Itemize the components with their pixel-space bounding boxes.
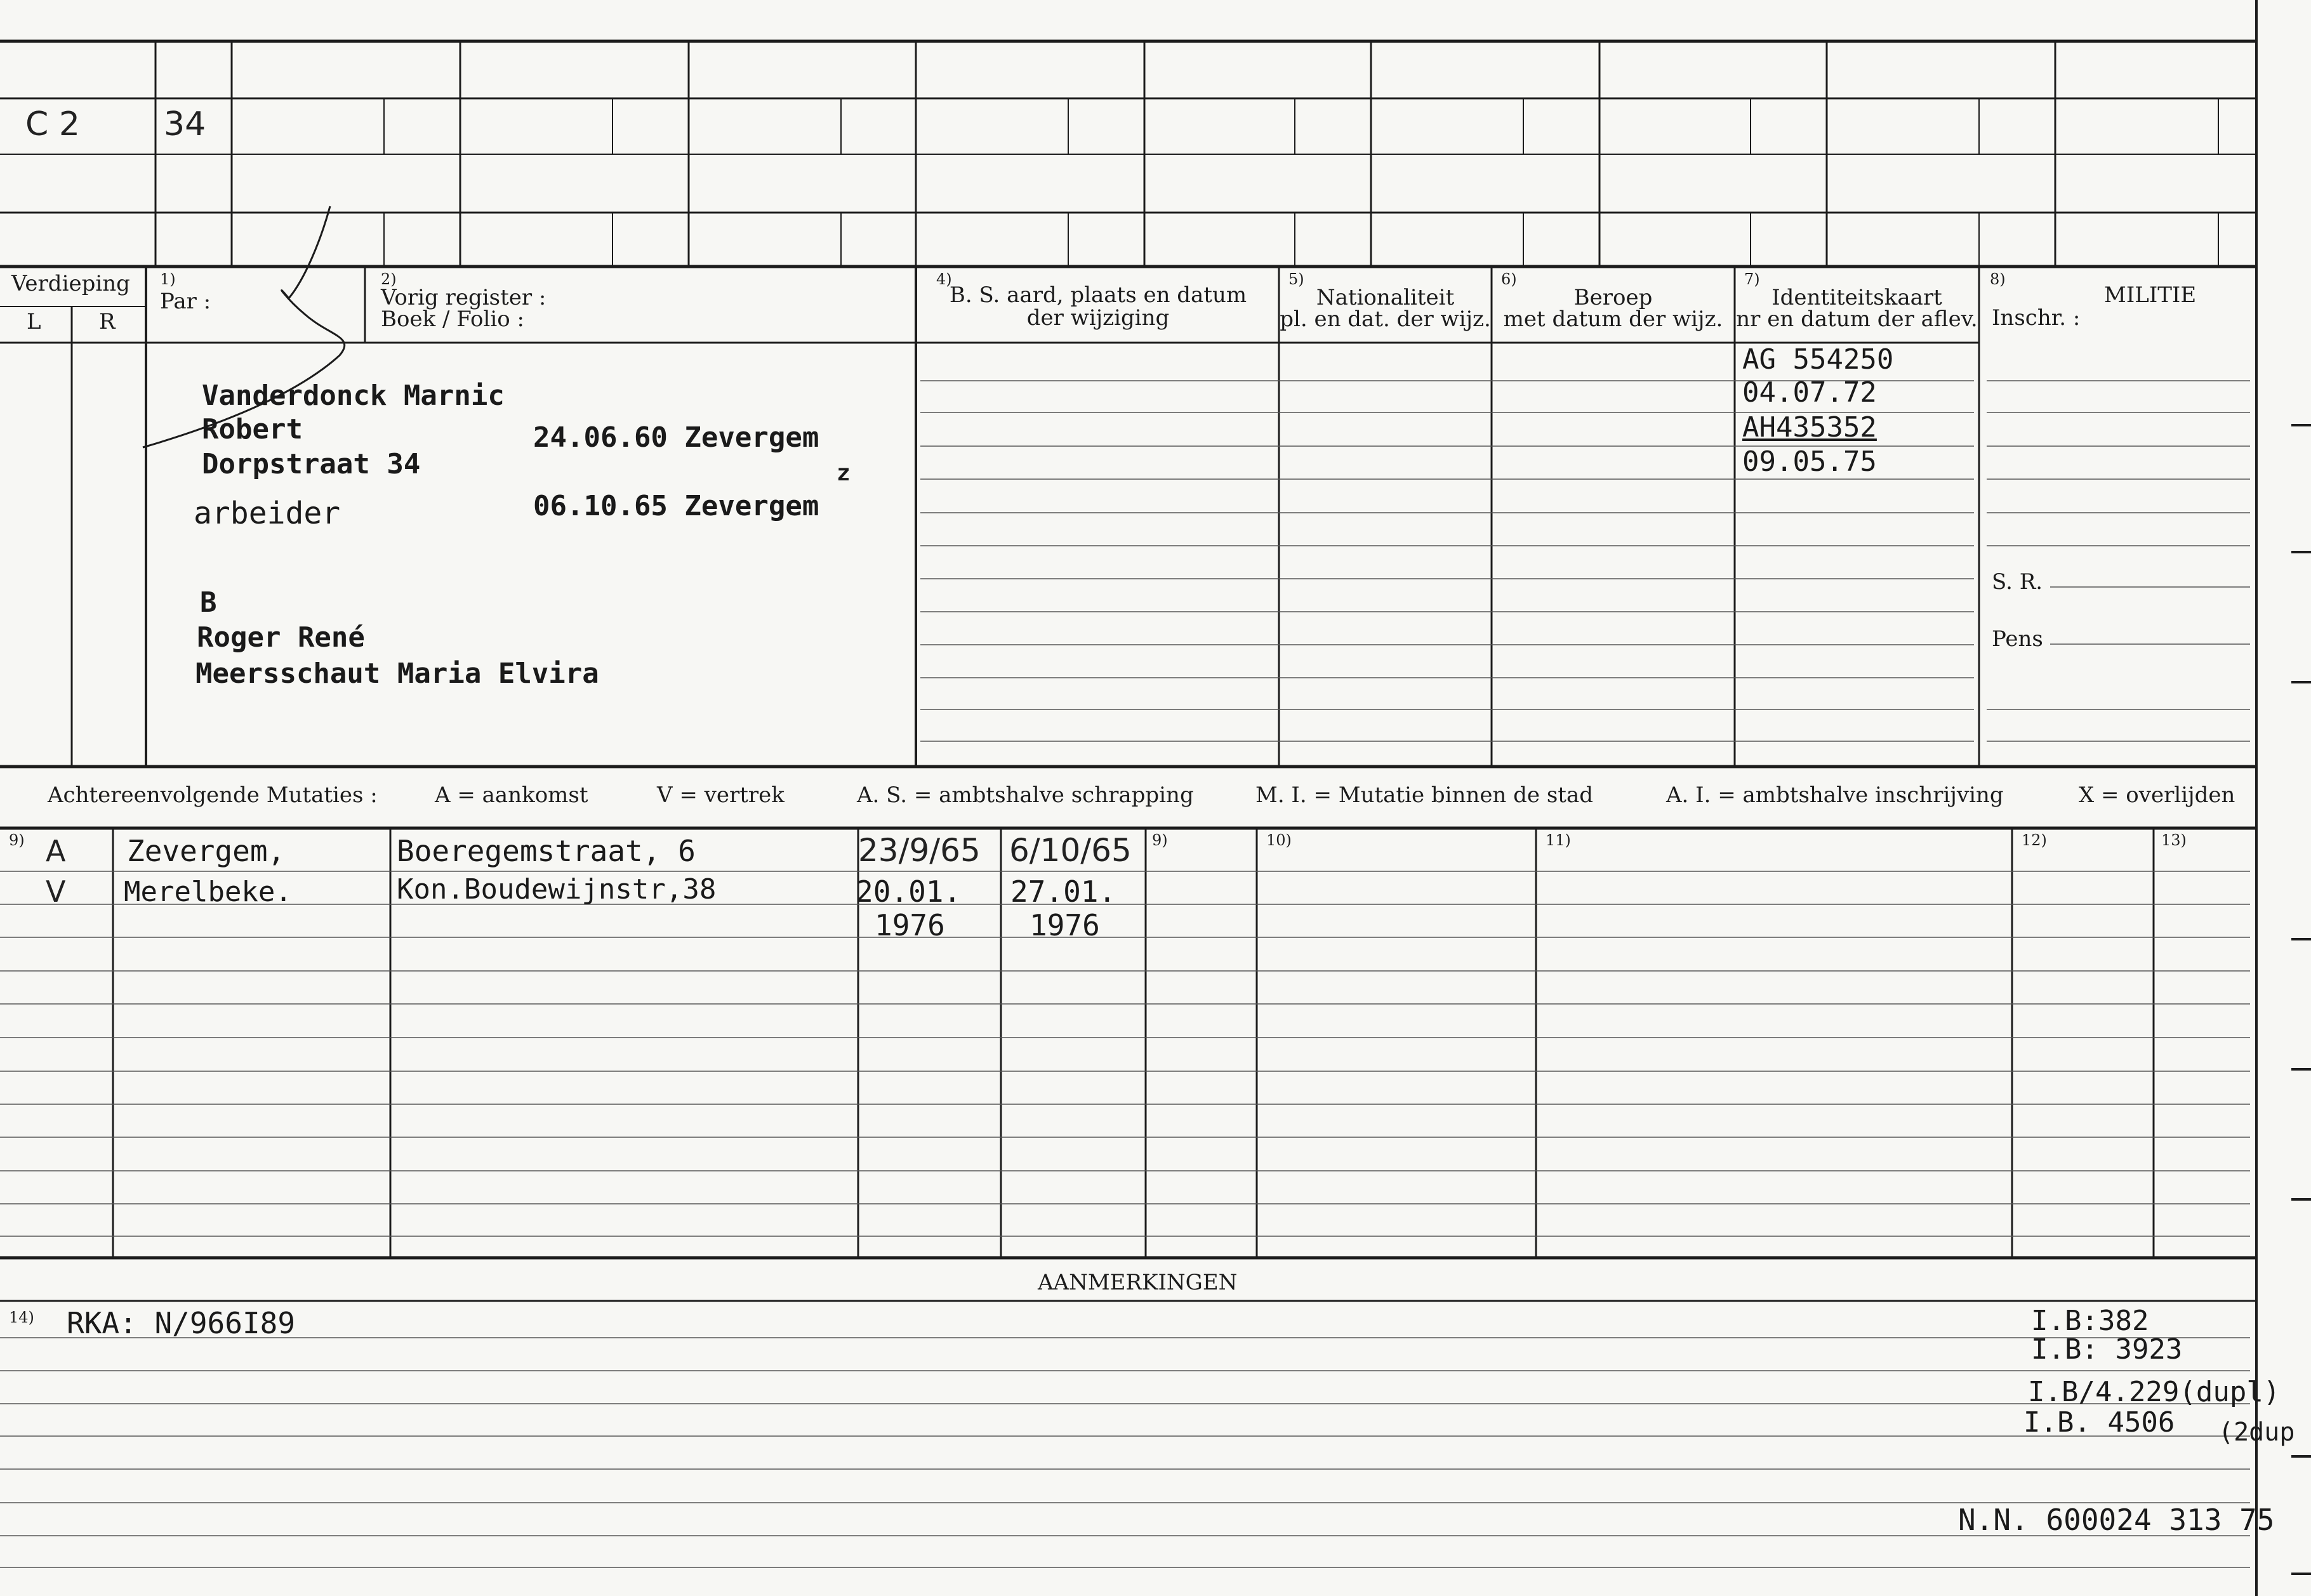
field-number-5: 5) — [1288, 270, 1304, 288]
field-number-2: 2) — [381, 270, 397, 288]
mutation-col-9b: 9) — [1152, 831, 1168, 849]
vorig-register-label: Vorig register : — [381, 285, 546, 310]
legend-aankomst: A = aankomst — [435, 782, 588, 808]
person-first-name: Robert — [202, 413, 303, 445]
bs-label-line1: B. S. aard, plaats en datum — [949, 282, 1247, 308]
left-label: L — [27, 309, 41, 334]
bs-label-line2: der wijziging — [1026, 305, 1170, 331]
mutation-date1: 20.01. — [856, 874, 962, 909]
ib-4: I.B. 4506 — [2023, 1406, 2175, 1439]
legend-overlijden: X = overlijden — [2079, 782, 2235, 808]
right-label: R — [99, 309, 116, 334]
person-address: Dorpstraat 34 — [202, 448, 421, 480]
legend-title: Achtereenvolgende Mutaties : — [48, 782, 378, 808]
person-name: Vanderdonck Marnic — [202, 379, 505, 412]
identiteitskaart-sub-label: nr en datum der aflev. — [1736, 307, 1978, 332]
field-number-6: 6) — [1501, 270, 1517, 288]
mutation-place: Zevergem, — [127, 834, 286, 868]
top-grid-number: 34 — [164, 105, 206, 143]
top-grid-code: C 2 — [25, 105, 80, 143]
id-card-1: AG 554250 — [1742, 343, 1894, 376]
legend-mutatie: M. I. = Mutatie binnen de stad — [1255, 782, 1593, 808]
mutation-date2: 27.01. — [1010, 874, 1116, 909]
id-card-2: AH435352 — [1742, 411, 1877, 444]
id-card-2-date: 09.05.75 — [1742, 445, 1877, 478]
legend-inschrijving: A. I. = ambtshalve inschrijving — [1666, 782, 2004, 808]
identiteitskaart-label: Identiteitskaart — [1771, 285, 1942, 310]
ib-4-suffix: (2dup — [2218, 1418, 2295, 1447]
mutation-type: A — [46, 834, 66, 868]
mutation-year1: 1976 — [875, 908, 945, 942]
mutation-col-10: 10) — [1266, 831, 1292, 849]
mutation-col-13: 13) — [2161, 831, 2187, 849]
z-mark: z — [837, 460, 851, 486]
person-occupation: arbeider — [194, 496, 341, 531]
person-birth: 24.06.60 Zevergem — [533, 421, 819, 454]
nationaliteit-sub-label: pl. en dat. der wijz. — [1280, 307, 1491, 332]
person-occupation-date: 06.10.65 Zevergem — [533, 490, 819, 522]
b-mark: B — [200, 586, 217, 619]
field-number-1: 1) — [160, 270, 176, 288]
remarks-title: AANMERKINGEN — [1038, 1270, 1238, 1295]
mother-name: Meersschaut Maria Elvira — [195, 657, 599, 690]
nationaliteit-label: Nationaliteit — [1316, 285, 1455, 310]
inschr-label: Inschr. : — [1992, 305, 2081, 331]
ib-2: I.B: 3923 — [2031, 1333, 2183, 1366]
par-label: Par : — [160, 289, 211, 314]
beroep-sub-label: met datum der wijz. — [1503, 307, 1723, 332]
legend-schrapping: A. S. = ambtshalve schrapping — [857, 782, 1194, 808]
mutation-date1: 23/9/65 — [858, 832, 981, 869]
id-card-1-date: 04.07.72 — [1742, 376, 1877, 409]
mutation-place: Merelbeke. — [124, 876, 292, 908]
field-number-8: 8) — [1990, 270, 2006, 288]
verdieping-label: Verdieping — [11, 271, 130, 296]
mutation-col-12: 12) — [2022, 831, 2047, 849]
legend-vertrek: V = vertrek — [657, 782, 785, 808]
mutation-street: Kon.Boudewijnstr,38 — [397, 873, 717, 906]
mutation-street: Boeregemstraat, 6 — [397, 834, 696, 868]
ib-3: I.B/4.229(dupl) — [2028, 1376, 2281, 1408]
remarks-number-14: 14) — [9, 1309, 34, 1326]
mutation-type: V — [46, 874, 66, 909]
rka-number: RKA: N/966I89 — [67, 1306, 296, 1340]
sr-label: S. R. — [1992, 569, 2043, 595]
beroep-label: Beroep — [1573, 285, 1653, 310]
mutation-col-11: 11) — [1546, 831, 1571, 849]
mutation-date2: 6/10/65 — [1009, 832, 1132, 869]
pens-label: Pens — [1992, 626, 2043, 652]
mutation-col-9: 9) — [9, 831, 25, 849]
field-number-4: 4) — [936, 270, 952, 288]
field-number-7: 7) — [1744, 270, 1760, 288]
father-name: Roger René — [197, 621, 365, 654]
militie-label: MILITIE — [2104, 282, 2197, 308]
ib-1: I.B:382 — [2031, 1305, 2149, 1337]
national-number: N.N. 600024 313 75 — [1958, 1503, 2275, 1537]
mutation-year2: 1976 — [1030, 908, 1100, 942]
boek-folio-label: Boek / Folio : — [381, 307, 524, 332]
